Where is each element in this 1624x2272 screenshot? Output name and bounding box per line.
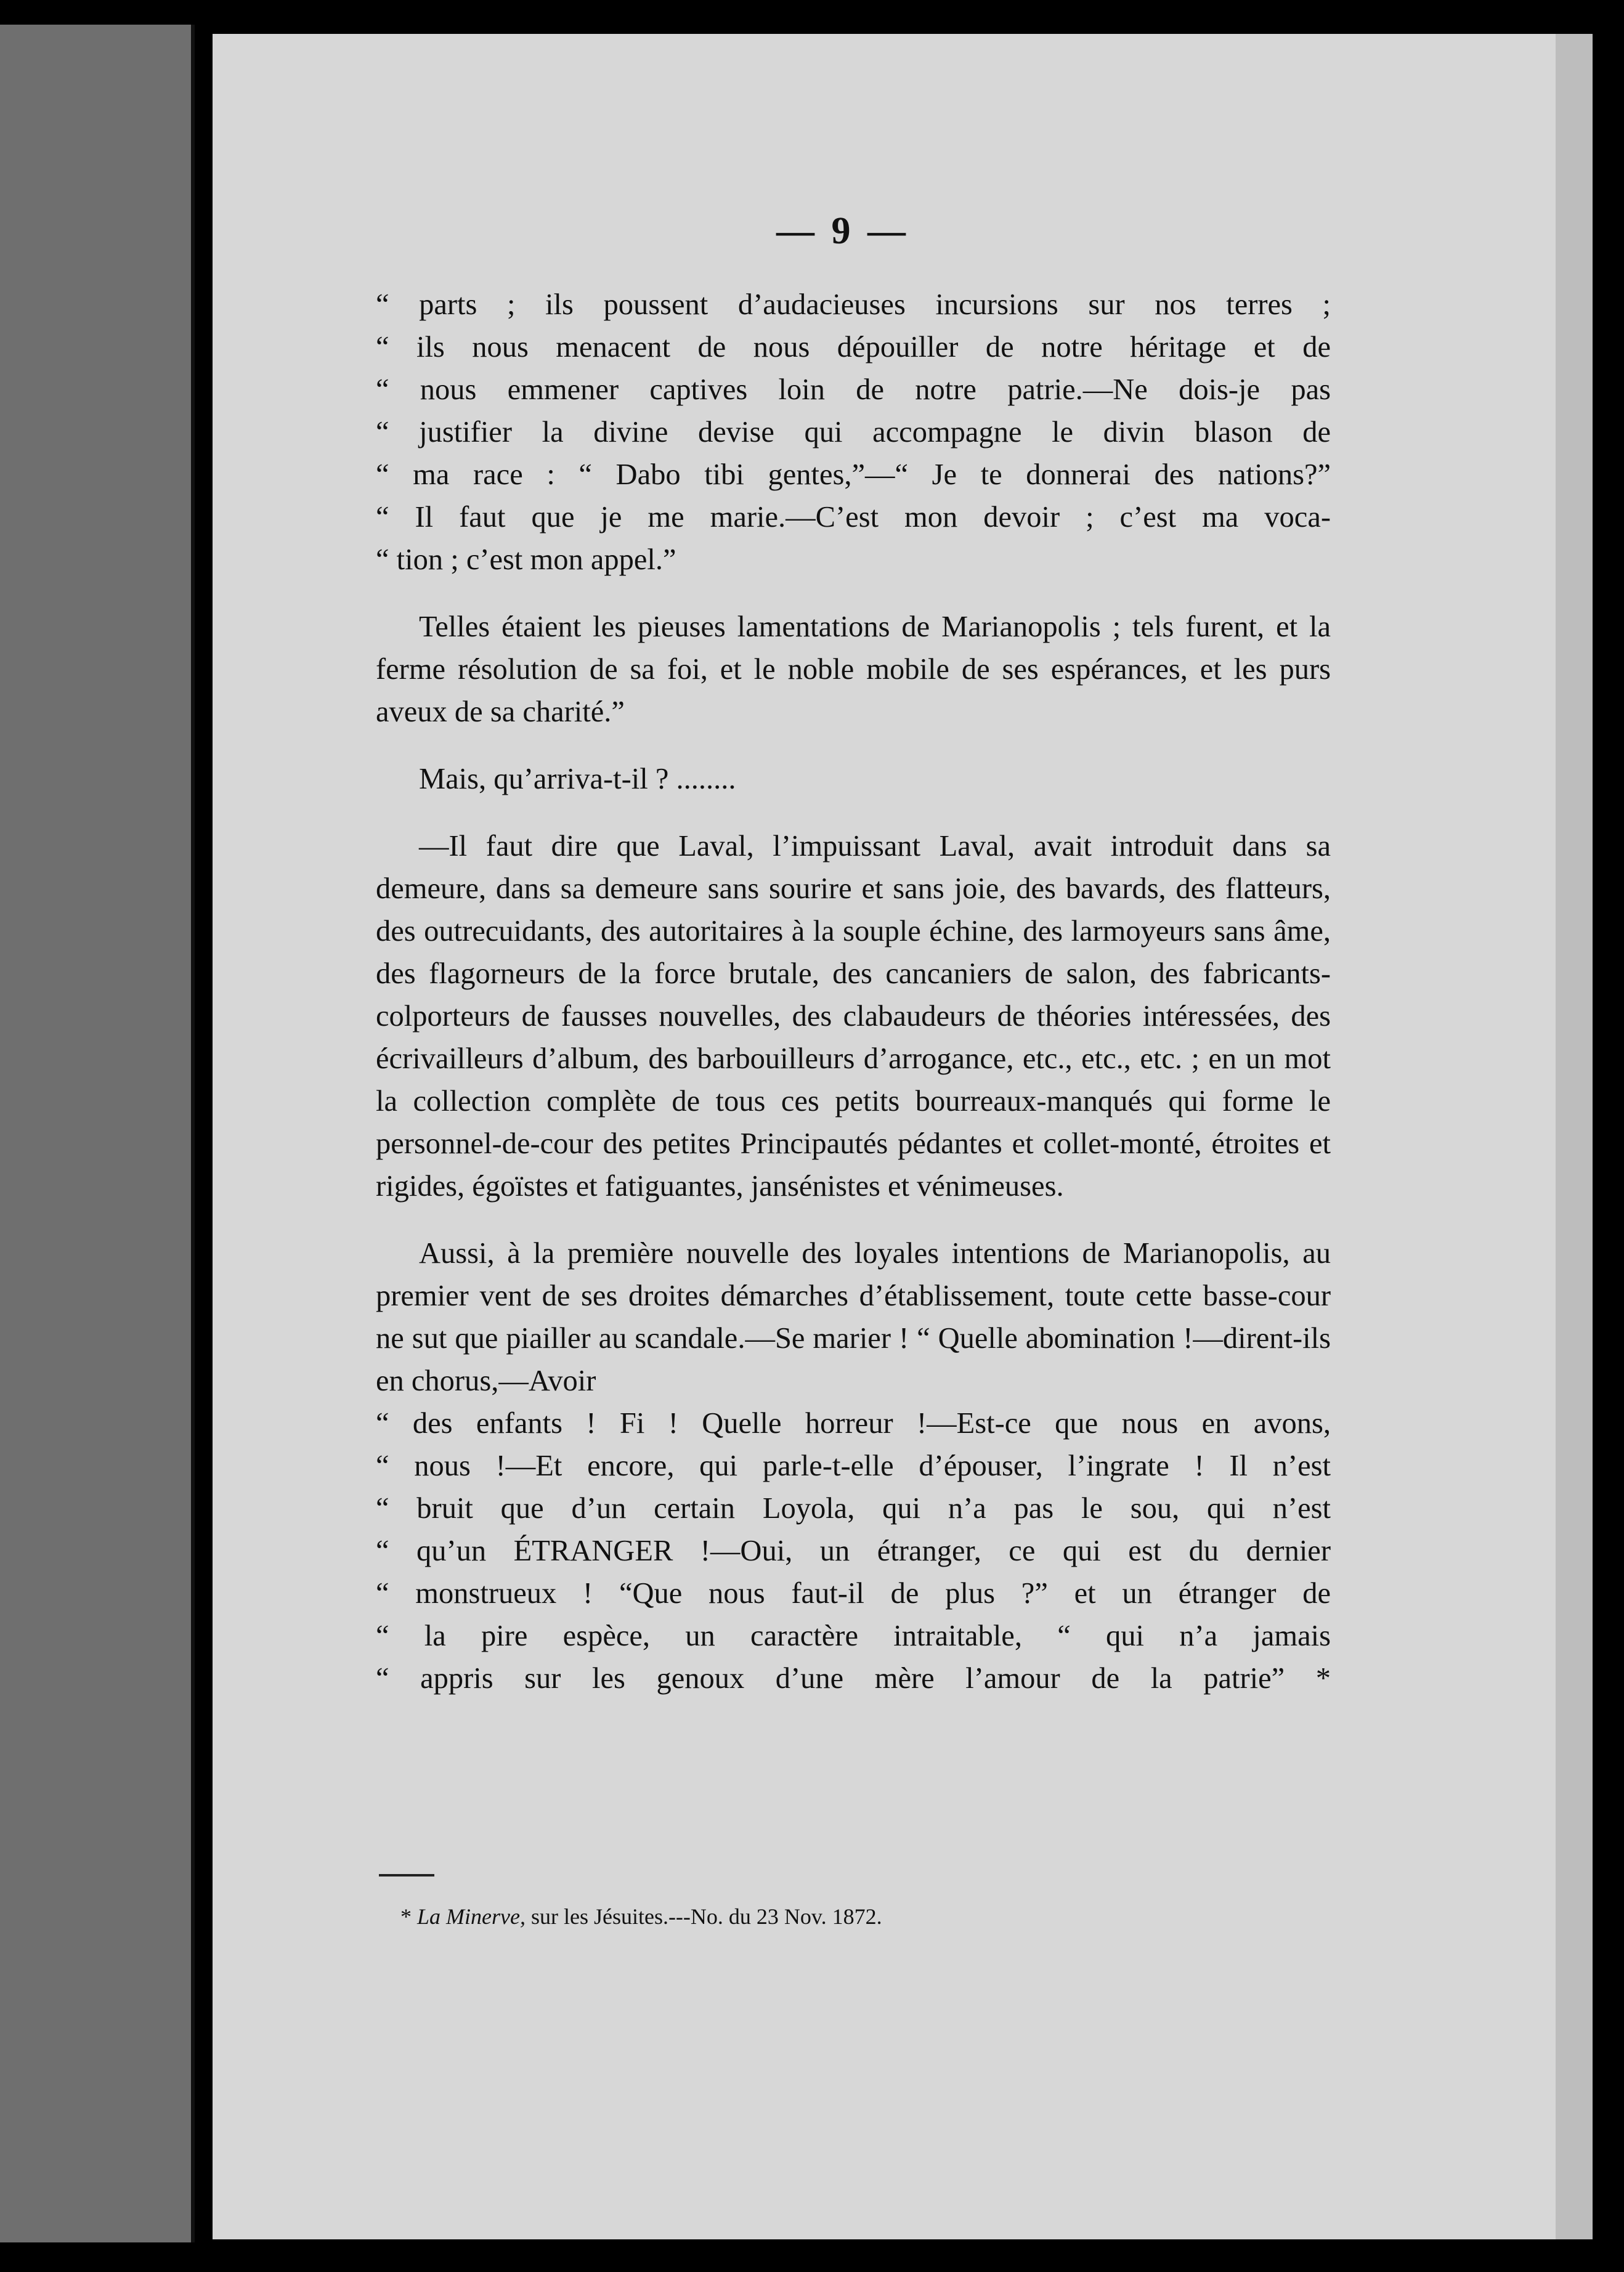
quote-line: “ monstrueux ! “Que nous faut-il de plus ?” et un étranger de xyxy=(376,1577,1331,1610)
paragraph-aussi: Aussi, à la première nouvelle des loyales intentions de Marianopolis, au premier vent de ses droites démarches d’établissement, toute cette basse-cour ne sut que piailler au scandale.—Se marier ! “ Quelle abomination !—dirent-ils en chorus,—Avoir xyxy=(376,1237,1331,1397)
quote-line: “ la pire espèce, un caractère intraitable, “ qui n’a jamais xyxy=(376,1620,1331,1652)
footnote-source: La Minerve, xyxy=(417,1904,526,1929)
quote-line: “ des enfants ! Fi ! Quelle horreur !—Est-ce que nous en avons, xyxy=(376,1407,1331,1440)
quote-line: “ ils nous menacent de nous dépouiller de notre héritage et de xyxy=(376,331,1331,363)
quote-line: “ Il faut que je me marie.—C’est mon devoir ; c’est ma voca- xyxy=(376,501,1331,534)
page-number: — 9 — xyxy=(776,210,909,252)
paragraph-laval: —Il faut dire que Laval, l’impuissant Laval, avait introduit dans sa demeure, dans sa demeure sans sourire et sans joie, des bavards, des flatteurs, des outrecuidants, des autoritaires à la souple échine, des larmoyeurs sans âme, des flagorneurs de la force brutale, des cancaniers de salon, des fabricants-colporteurs de fausses nouvelles, des clabaudeurs de théories intéressées, des écrivailleurs d’album, des barbouilleurs d’arrogance, etc., etc., etc. ; en un mot la collection complète de tous ces petits bourreaux-manqués qui forme le personnel-de-cour des petites Principautés pédantes et collet-monté, étroites et rigides, égoïstes et fatiguantes, jansénistes et vénimeuses. xyxy=(376,830,1331,1203)
quote-line: “ qu’un ÉTRANGER !—Oui, un étranger, ce qui est du dernier xyxy=(376,1535,1331,1567)
paragraph-mais: Mais, qu’arriva-t-il ? ........ xyxy=(419,763,736,795)
body-text xyxy=(376,283,1331,1700)
quote-line: “ tion ; c’est mon appel.” xyxy=(376,543,676,576)
footnote-text: sur les Jésuites.---No. du 23 Nov. 1872. xyxy=(530,1904,882,1929)
quote-line: “ ma race : “ Dabo tibi gentes,”—“ Je te donnerai des nations?” xyxy=(376,458,1331,491)
footnote xyxy=(400,1904,882,1929)
footnote-rule xyxy=(379,1874,434,1876)
quote-block-1 xyxy=(376,283,1331,581)
page-edge-shadow xyxy=(1556,34,1593,2239)
quote-line: “ parts ; ils poussent d’audacieuses incursions sur nos terres ; xyxy=(376,288,1331,321)
quote-line: “ appris sur les genoux d’une mère l’amour de la patrie” * xyxy=(376,1662,1331,1695)
quote-line: “ justifier la divine devise qui accompagne le divin blason de xyxy=(376,416,1331,448)
quote-line: “ nous emmener captives loin de notre patrie.—Ne dois-je pas xyxy=(376,373,1331,406)
quote-block-2 xyxy=(376,1402,1331,1700)
footnote-marker: * xyxy=(400,1904,412,1929)
previous-page-edge xyxy=(0,25,195,2242)
quote-line: “ bruit que d’un certain Loyola, qui n’a pas le sou, qui n’est xyxy=(376,1492,1331,1525)
paragraph-telles: Telles étaient les pieuses lamentations de Marianopolis ; tels furent, et la ferme résolution de sa foi, et le noble mobile de ses espérances, et les purs aveux de sa charité.” xyxy=(376,611,1331,728)
quote-line: “ nous !—Et encore, qui parle-t-elle d’épouser, l’ingrate ! Il n’est xyxy=(376,1450,1331,1482)
